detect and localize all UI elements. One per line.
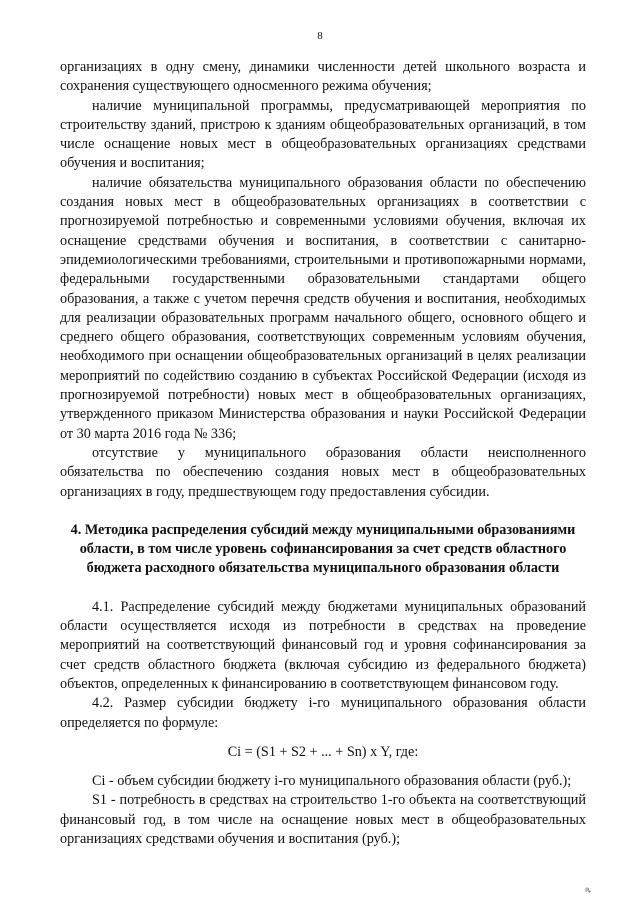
corner-mark: ꝶ <box>585 885 592 894</box>
section-heading: 4. Методика распределения субсидий между муниципальными образованиями области, в том числе уровень софинансирования за счет средств областного бюджета расходного обязательства муниципального образования области <box>70 521 576 577</box>
page-number: 8 <box>317 30 323 42</box>
paragraph-4-1: 4.1. Распределение субсидий между бюджетами муниципальных образований области осуществляется исходя из потребности в средствах на проведение мероприятий на соответствующий финансовый год и уровня софинансирования за счет средств областного бюджета (включая субсидию из федерального бюджета) объектов, определенных к финансированию в соответствующем финансовом году. <box>60 598 586 692</box>
paragraph-4: отсутствие у муниципального образования области неисполненного обязательства по обеспечению создания новых мест в общеобразовательных организациях в году, предшествующем году предоставления субсидии. <box>60 444 586 500</box>
definition-s1: S1 - потребность в средствах на строительство 1-го объекта на соответствующий финансовый год, в том числе на оснащение новых мест в общеобразовательных организациях средствами обучения и воспитания (руб.); <box>60 792 586 847</box>
document-body <box>60 58 586 849</box>
paragraph-1: организациях в одну смену, динамики численности детей школьного возраста и сохранения существующего односменного режима обучения; <box>60 59 586 95</box>
definition-ci: Ci - объем субсидии бюджету i-го муниципального образования области (руб.); <box>92 773 572 790</box>
paragraph-4-2: 4.2. Размер субсидии бюджету i-го муниципального образования области определяется по формуле: <box>60 695 586 731</box>
paragraph-2: наличие муниципальной программы, предусматривающей мероприятия по строительству зданий, пристрою к зданиям общеобразовательных организаций, в том числе оснащение новых мест в общеобразовательных организациях средствами обучения и воспитания; <box>60 97 586 172</box>
paragraph-3: наличие обязательства муниципального образования области по обеспечению создания новых мест в общеобразовательных организациях в соответствии с прогнозируемой потребностью и современными условиями обучения, включая их оснащение средствами обучения и воспитания, в соответствии с санитарно-эпидемиологическими требованиями, строительными и противопожарными нормами, федеральными государственными образовательными стандартами общего образования, а также с учетом перечня средств обучения и воспитания, необходимых для реализации образовательных программ начального общего, основного общего и среднего общего образования, соответствующих современным условиям обучения, необходимого при оснащении общеобразовательных организаций в целях реализации мероприятий по содействию созданию в субъектах Российской Федерации (исходя из прогнозируемой потребности) новых мест в общеобразовательных организациях, утвержденного приказом Министерства образования и науки Российской Федерации от 30 марта 2016 года № 336; <box>60 174 586 442</box>
formula: Ci = (S1 + S2 + ... + Sn) x Y, где: <box>227 743 419 760</box>
